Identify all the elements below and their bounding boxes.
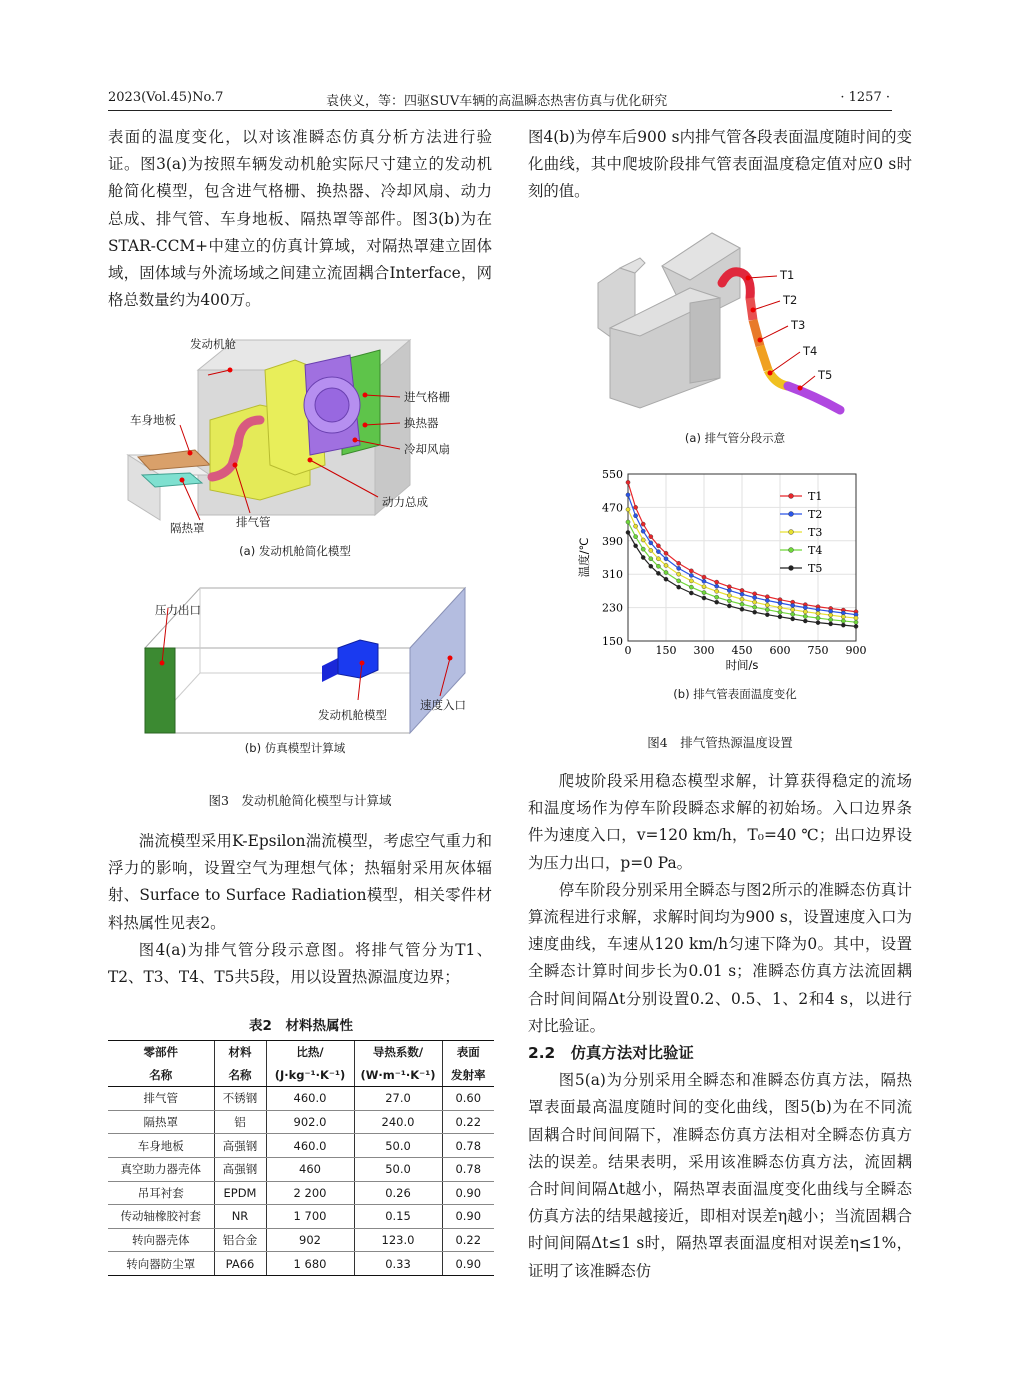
data-point-t4	[791, 612, 795, 616]
label-exhaust-pipe: 排气管	[236, 515, 271, 529]
x-tick-label: 300	[693, 644, 715, 657]
label-powertrain: 动力总成	[382, 495, 428, 509]
table-cell: 车身地板	[108, 1134, 214, 1158]
table-cell: 0.90	[442, 1205, 494, 1229]
data-point-t3	[664, 563, 668, 567]
table-cell: 传动轴橡胶衬套	[108, 1205, 214, 1229]
data-point-t2	[753, 595, 757, 599]
table-cell: 50.0	[354, 1157, 442, 1181]
label-intake-grille: 进气格栅	[404, 390, 450, 404]
data-point-t4	[803, 614, 807, 618]
figure-3b-caption: (b) 仿真模型计算域	[244, 741, 346, 755]
data-point-t4	[649, 557, 653, 561]
material-properties-table	[108, 1040, 494, 1276]
legend-marker	[789, 512, 794, 517]
label-engine-bay: 发动机舱	[190, 337, 236, 351]
data-point-t1	[634, 505, 638, 509]
data-point-t5	[791, 617, 795, 621]
table-cell: 0.90	[442, 1252, 494, 1276]
legend-marker	[789, 548, 794, 553]
left-column-bottom	[108, 828, 492, 991]
data-point-t5	[634, 544, 638, 548]
x-tick-label: 900	[845, 644, 867, 657]
data-point-t1	[715, 580, 719, 584]
section-heading: 2.2 仿真方法对比验证	[528, 1044, 694, 1063]
table-2-title: 表2 材料热属性	[249, 1018, 353, 1034]
data-point-t2	[702, 579, 706, 583]
figure-4a-caption: (a) 排气管分段示意	[684, 431, 786, 445]
data-point-t5	[664, 577, 668, 581]
header-cell: (W·m⁻¹·K⁻¹)	[354, 1064, 442, 1087]
paragraph: 图4(b)为停车后900 s内排气管各段表面温度随时间的变化曲线，其中爬坡阶段排气管表面温度稳定值对应0 s时刻的值。	[528, 128, 912, 201]
table-row	[108, 1205, 494, 1229]
table-cell: PA66	[214, 1252, 266, 1276]
data-point-t2	[803, 606, 807, 610]
data-point-t3	[791, 608, 795, 612]
data-point-t4	[715, 595, 719, 599]
table-row	[108, 1252, 494, 1276]
data-point-t2	[649, 541, 653, 545]
data-point-t3	[803, 610, 807, 614]
header-cell: 零部件	[108, 1041, 214, 1064]
table-cell: 902.0	[266, 1110, 354, 1134]
data-point-t3	[715, 589, 719, 593]
data-point-t5	[740, 607, 744, 611]
legend-label: T1	[808, 490, 823, 503]
label-cooling-fan: 冷却风扇	[404, 442, 450, 456]
figure-4-caption: 图4 排气管热源温度设置	[647, 735, 793, 750]
table-cell: NR	[214, 1205, 266, 1229]
data-point-t1	[689, 569, 693, 573]
table-cell: 0.15	[354, 1205, 442, 1229]
data-point-t3	[841, 615, 845, 619]
table-cell: 真空助力器壳体	[108, 1157, 214, 1181]
data-point-t4	[753, 605, 757, 609]
y-axis-label: 温度/℃	[577, 537, 591, 578]
running-header	[108, 88, 892, 111]
data-point-t4	[829, 618, 833, 622]
data-point-t2	[634, 514, 638, 518]
data-point-t3	[829, 613, 833, 617]
legend-marker	[789, 494, 794, 499]
label-engine-bay-model: 发动机舱模型	[318, 708, 387, 722]
y-tick-label: 550	[602, 468, 623, 481]
data-point-t5	[689, 591, 693, 595]
legend-label: T3	[808, 526, 823, 539]
table-row	[108, 1228, 494, 1252]
data-point-t4	[854, 620, 858, 624]
table-cell: 1 700	[266, 1205, 354, 1229]
header-cell: (J·kg⁻¹·K⁻¹)	[266, 1064, 354, 1087]
data-point-t1	[626, 480, 630, 484]
table-cell: 123.0	[354, 1228, 442, 1252]
table-header-row	[108, 1041, 494, 1064]
table-cell: 0.22	[442, 1228, 494, 1252]
data-point-t2	[715, 584, 719, 588]
x-tick-label: 750	[807, 644, 829, 657]
figure-4a-exhaust-segments	[590, 228, 870, 423]
right-column-top	[528, 124, 912, 206]
label-heat-shield: 隔热罩	[170, 521, 205, 535]
table-cell: 460.0	[266, 1134, 354, 1158]
label-segment-t4: T4	[803, 344, 818, 358]
table-cell: 1 680	[266, 1252, 354, 1276]
header-cell: 表面	[442, 1041, 494, 1064]
header-cell: 材料	[214, 1041, 266, 1064]
table-cell: EPDM	[214, 1181, 266, 1205]
data-point-t4	[727, 599, 731, 603]
data-point-t2	[641, 529, 645, 533]
data-point-t4	[664, 570, 668, 574]
data-point-t3	[641, 538, 645, 542]
data-point-t1	[641, 522, 645, 526]
table-cell: 铝合金	[214, 1228, 266, 1252]
data-point-t2	[689, 573, 693, 577]
paragraph: 湍流模型采用K-Epsilon湍流模型，考虑空气重力和浮力的影响，设置空气为理想气体；热辐射采用灰体辐射、Surface to Surface Radiation模型，相关零件材料热属性见表2。	[108, 832, 492, 932]
data-point-t3	[765, 603, 769, 607]
data-point-t4	[841, 619, 845, 623]
data-point-t5	[626, 530, 630, 534]
data-point-t3	[677, 572, 681, 576]
data-point-t4	[778, 610, 782, 614]
table-cell: 0.22	[442, 1110, 494, 1134]
table-cell: 不锈钢	[214, 1087, 266, 1111]
table-cell: 902	[266, 1228, 354, 1252]
x-tick-label: 450	[731, 644, 753, 657]
left-column-top	[108, 124, 492, 314]
data-point-t4	[634, 535, 638, 539]
label-heat-exchanger: 换热器	[404, 416, 439, 430]
table-cell: 27.0	[354, 1087, 442, 1111]
data-point-t4	[656, 564, 660, 568]
data-point-t3	[854, 616, 858, 620]
data-point-t3	[702, 585, 706, 589]
table-cell: 460	[266, 1157, 354, 1181]
data-point-t3	[778, 606, 782, 610]
header-cell: 比热/	[266, 1041, 354, 1064]
table-cell: 50.0	[354, 1134, 442, 1158]
data-point-t5	[841, 623, 845, 627]
legend-label: T5	[808, 562, 823, 575]
data-point-t1	[702, 575, 706, 579]
figure-3-caption: 图3 发动机舱简化模型与计算域	[208, 793, 392, 808]
data-point-t3	[816, 611, 820, 615]
data-point-t5	[765, 613, 769, 617]
table-header-row	[108, 1064, 494, 1087]
data-point-t1	[677, 561, 681, 565]
paragraph: 图5(a)为分别采用全瞬态和准瞬态仿真方法，隔热罩表面最高温度随时间的变化曲线，图5(b)为在不同流固耦合时间间隔下，准瞬态仿真方法相对全瞬态仿真方法的误差。结果表明，采用该准瞬态仿真方法，流固耦合时间间隔Δt越小，隔热罩表面温度变化曲线与全瞬态仿真方法的结果越接近，即相对误差η越小；当流固耦合时间间隔Δt≤1 s时，隔热罩表面温度相对误差η≤1%，证明了该准瞬态仿	[528, 1071, 912, 1280]
y-tick-label: 470	[602, 501, 623, 515]
legend-label: T2	[808, 508, 823, 521]
table-row	[108, 1181, 494, 1205]
data-point-t4	[702, 590, 706, 594]
page-number: · 1257 ·	[840, 90, 890, 105]
x-tick-label: 0	[624, 644, 632, 657]
paragraph: 爬坡阶段采用稳态模型求解，计算获得稳定的流场和温度场作为停车阶段瞬态求解的初始场。入口边界条件为速度入口，v=120 km/h，T₀=40 ℃；出口边界设为压力出口，p=0 Pa。	[528, 772, 912, 872]
data-point-t4	[689, 585, 693, 589]
table-cell: 吊耳衬套	[108, 1181, 214, 1205]
table-cell: 240.0	[354, 1110, 442, 1134]
data-point-t4	[740, 602, 744, 606]
header-cell: 发射率	[442, 1064, 494, 1087]
data-point-t2	[626, 493, 630, 497]
label-segment-t1: T1	[780, 268, 795, 282]
table-cell: 排气管	[108, 1087, 214, 1111]
table-cell: 0.78	[442, 1157, 494, 1181]
data-point-t1	[656, 544, 660, 548]
data-point-t1	[664, 551, 668, 555]
data-point-t4	[765, 608, 769, 612]
data-point-t5	[816, 621, 820, 625]
data-point-t5	[854, 624, 858, 628]
legend-label: T4	[808, 544, 823, 557]
data-point-t2	[765, 598, 769, 602]
y-tick-label: 390	[602, 534, 623, 548]
table-cell: 0.33	[354, 1252, 442, 1276]
figure-4b-caption: (b) 排气管表面温度变化	[673, 687, 797, 701]
table-cell: 0.78	[442, 1134, 494, 1158]
table-cell: 0.60	[442, 1087, 494, 1111]
data-point-t1	[649, 535, 653, 539]
paragraph: 停车阶段分别采用全瞬态与图2所示的准瞬态仿真计算流程进行求解，求解时间均为900 s，设置速度入口为速度曲线，车速从120 km/h匀速下降为0。其中，设置全瞬态计算时间步长为0.01 s；准瞬态仿真方法流固耦合时间间隔Δt分别设置0.2、0.5、1、2和4 s，以进行对比验证。	[528, 880, 912, 1035]
running-title: 袁侠义，等：四驱SUV车辆的高温瞬态热害仿真与优化研究	[326, 94, 668, 109]
table-row	[108, 1134, 494, 1158]
y-tick-label: 230	[602, 601, 623, 615]
label-segment-t3: T3	[791, 318, 806, 332]
header-cell: 导热系数/	[354, 1041, 442, 1064]
data-point-t2	[677, 566, 681, 570]
label-pressure-outlet: 压力出口	[155, 603, 201, 617]
table-row	[108, 1087, 494, 1111]
data-point-t3	[689, 579, 693, 583]
x-axis-label: 时间/s	[725, 658, 759, 672]
data-point-t5	[649, 564, 653, 568]
table-cell: 高强钢	[214, 1157, 266, 1181]
header-cell: 名称	[214, 1064, 266, 1087]
data-point-t5	[677, 585, 681, 589]
data-point-t5	[715, 600, 719, 604]
table-cell: 2 200	[266, 1181, 354, 1205]
label-segment-t2: T2	[783, 293, 798, 307]
figure-3a-caption: (a) 发动机舱简化模型	[239, 544, 351, 558]
table-cell: 隔热罩	[108, 1110, 214, 1134]
data-point-t2	[791, 603, 795, 607]
data-point-t4	[677, 579, 681, 583]
paragraph: 图4(a)为排气管分段示意图。将排气管分为T1、T2、T3、T4、T5共5段，用以设置热源温度边界；	[108, 940, 492, 987]
data-point-t3	[753, 600, 757, 604]
data-point-t2	[727, 588, 731, 592]
data-point-t3	[634, 524, 638, 528]
table-cell: 转向器防尘罩	[108, 1252, 214, 1276]
label-body-floor: 车身地板	[130, 413, 176, 427]
data-point-t3	[649, 548, 653, 552]
header-cell: 名称	[108, 1064, 214, 1087]
data-point-t5	[702, 596, 706, 600]
table-cell: 转向器壳体	[108, 1228, 214, 1252]
data-point-t3	[656, 557, 660, 561]
data-point-t3	[740, 597, 744, 601]
data-point-t5	[778, 615, 782, 619]
data-point-t2	[740, 592, 744, 596]
data-point-t3	[727, 593, 731, 597]
data-point-t5	[829, 622, 833, 626]
data-point-t5	[803, 619, 807, 623]
label-velocity-inlet: 速度入口	[420, 698, 466, 712]
data-point-t5	[753, 610, 757, 614]
data-point-t5	[656, 571, 660, 575]
legend-marker	[789, 530, 794, 535]
y-tick-label: 150	[602, 635, 623, 648]
data-point-t2	[778, 601, 782, 605]
x-tick-label: 150	[655, 644, 677, 657]
table-cell: 铝	[214, 1110, 266, 1134]
x-tick-label: 600	[769, 644, 791, 657]
label-segment-t5: T5	[818, 368, 833, 382]
paragraph: 表面的温度变化，以对该准瞬态仿真分析方法进行验证。图3(a)为按照车辆发动机舱实际尺寸建立的发动机舱简化模型，包含进气格栅、换热器、冷却风扇、动力总成、排气管、车身地板、隔热罩等部件。图3(b)为在STAR-CCM+中建立的仿真计算域，对隔热罩建立固体域，固体域与外流场域之间建立流固耦合Interface，网格总数量约为400万。	[108, 128, 492, 310]
data-point-t2	[664, 557, 668, 561]
right-column-bottom	[528, 768, 912, 1285]
data-point-t2	[656, 550, 660, 554]
y-tick-label: 310	[602, 568, 623, 582]
data-point-t4	[641, 547, 645, 551]
legend-marker	[789, 566, 794, 571]
data-point-t5	[641, 555, 645, 559]
data-point-t3	[626, 507, 630, 511]
journal-issue: 2023(Vol.45)No.7	[108, 90, 224, 105]
table-cell: 高强钢	[214, 1134, 266, 1158]
data-point-t5	[727, 604, 731, 608]
table-row	[108, 1110, 494, 1134]
figure-3a-engine-bay	[120, 325, 490, 540]
table-cell: 0.26	[354, 1181, 442, 1205]
table-row	[108, 1157, 494, 1181]
temperature-chart	[570, 462, 880, 677]
data-point-t4	[626, 520, 630, 524]
data-point-t4	[816, 616, 820, 620]
table-cell: 460.0	[266, 1087, 354, 1111]
table-cell: 0.90	[442, 1181, 494, 1205]
